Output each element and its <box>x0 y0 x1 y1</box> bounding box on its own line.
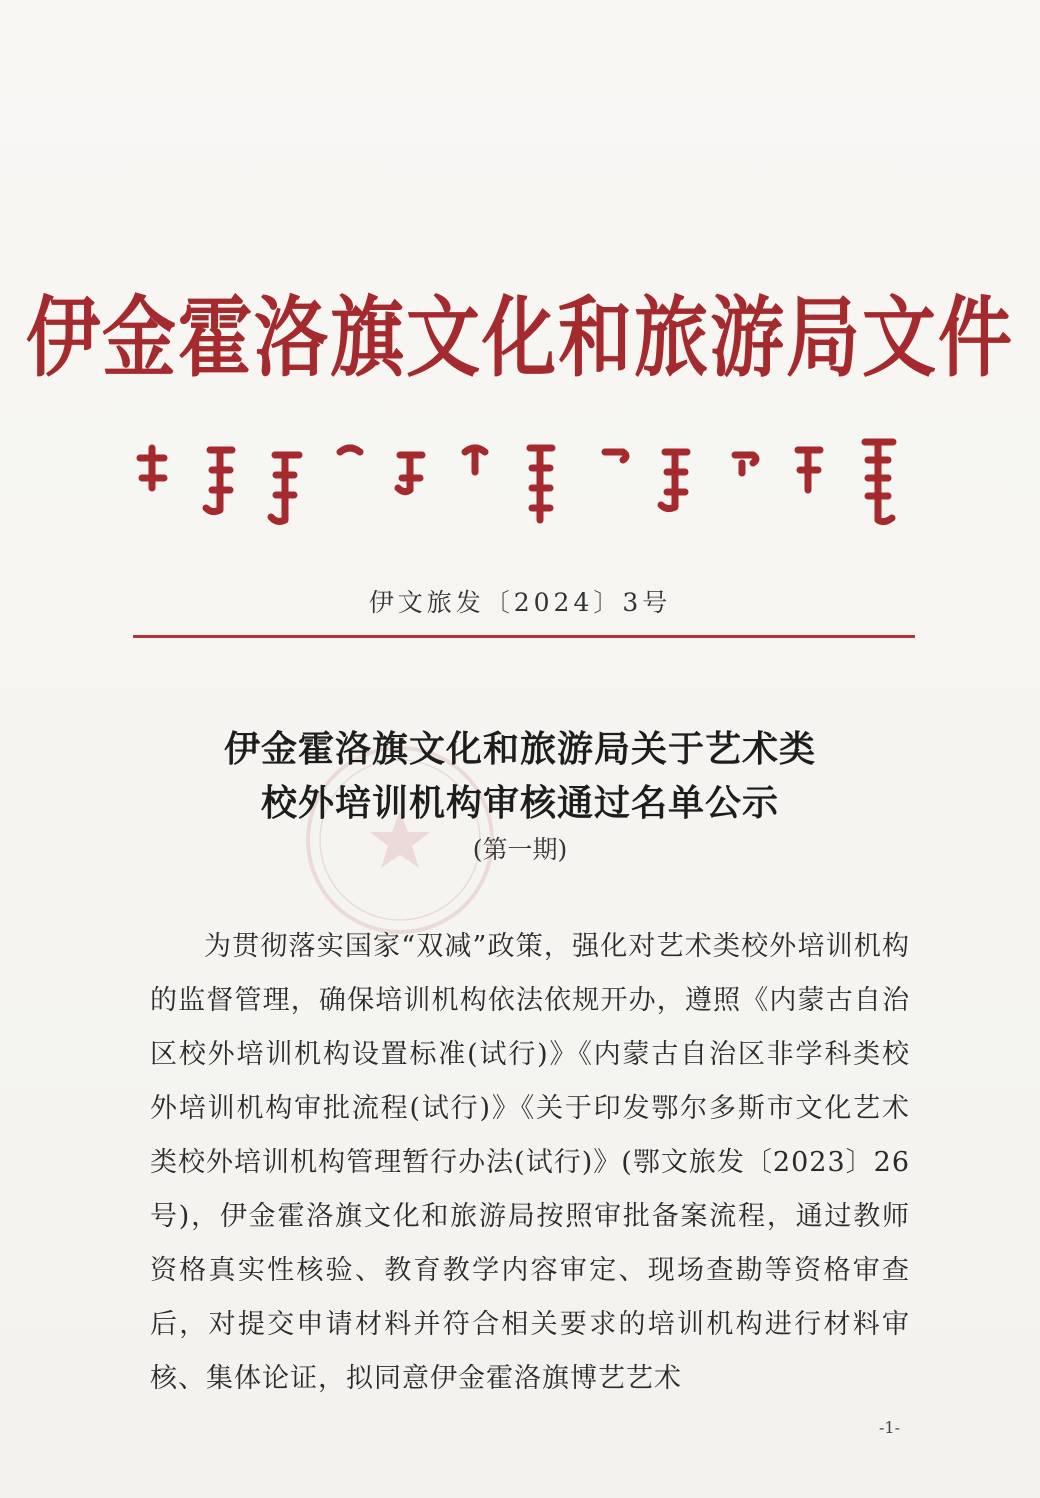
body-paragraph: 为贯彻落实国家“双减”政策，强化对艺术类校外培训机构的监督管理，确保培训机构依法依规开办，遵照《内蒙古自治区校外培训机构设置标准(试行)》《内蒙古自治区非学科类校外培训机构审批流程(试行)》《关于印发鄂尔多斯市文化艺术类校外培训机构管理暂行办法(试行)》(鄂文旅发〔2023〕26号)，伊金霍洛旗文化和旅游局按照审批备案流程，通过教师资格真实性核验、教育教学内容审定、现场查勘等资格审查后，对提交申请材料并符合相关要求的培训机构进行材料审核、集体论证，拟同意伊金霍洛旗博艺艺术 <box>150 931 910 1394</box>
red-divider-line <box>133 635 915 638</box>
document-number: 伊文旅发〔2024〕3号 <box>368 588 672 617</box>
masthead-title: 伊金霍洛旗文化和旅游局文件 <box>26 287 1014 390</box>
issue-subtitle: (第一期) <box>472 835 568 864</box>
page-number: -1- <box>879 1418 900 1437</box>
mongolian-script-header <box>130 430 920 530</box>
title-line-1: 伊金霍洛旗文化和旅游局关于艺术类 <box>223 728 816 770</box>
notice-title <box>0 722 1040 830</box>
title-line-2: 校外培训机构审核通过名单公示 <box>260 782 779 824</box>
